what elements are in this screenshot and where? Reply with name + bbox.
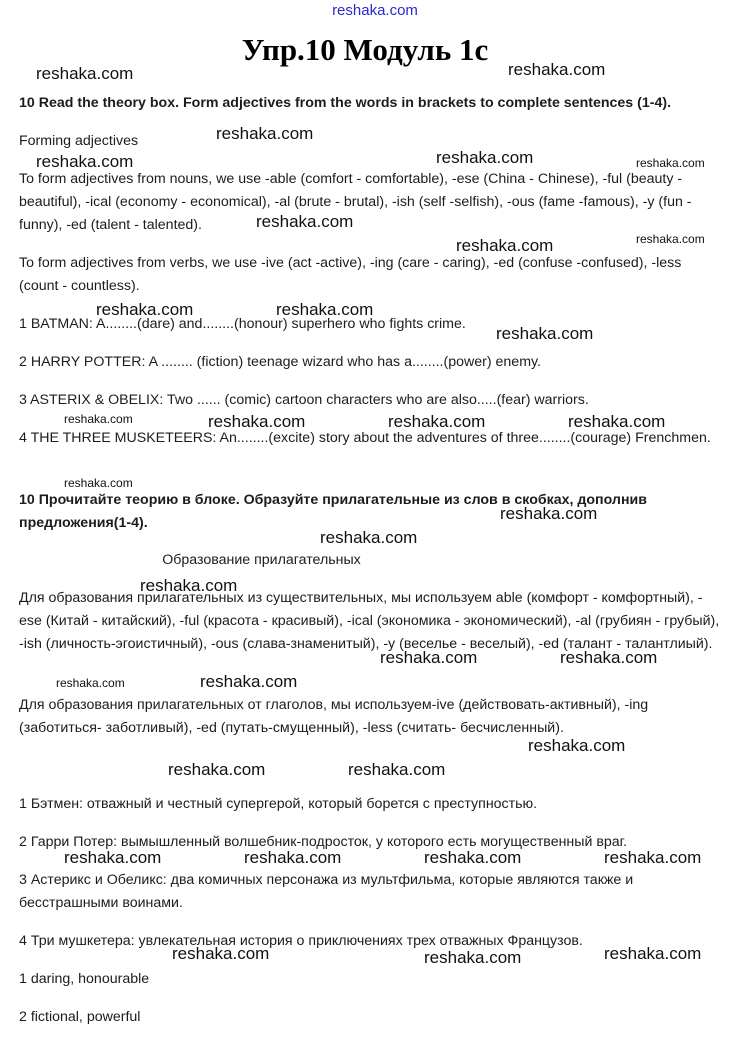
watermark: reshaka.com — [388, 412, 486, 431]
watermark: reshaka.com — [500, 504, 598, 523]
watermark: reshaka.com — [244, 848, 342, 867]
watermark-small: reshaka.com — [56, 676, 125, 690]
watermark-small: reshaka.com — [64, 476, 133, 490]
russian-task: 10 Прочитайте теорию в блоке. Образуйте прилагательные из слов в скобках, дополнив предложения(1-4). — [19, 492, 647, 531]
watermark: reshaka.com — [560, 648, 658, 667]
page-title: Упр.10 Модуль 1с — [241, 32, 489, 67]
english-task: 10 Read the theory box. Form adjectives from the words in brackets to complete sentences (1-4). — [19, 95, 672, 111]
russian-box-title: Образование прилагательных — [162, 552, 361, 568]
english-item-1: 1 BATMAN: A........(dare) and........(honour) superhero who fights crime. — [19, 316, 466, 332]
watermark: reshaka.com — [604, 944, 702, 963]
watermark-small: reshaka.com — [636, 232, 705, 246]
watermark: reshaka.com — [348, 760, 446, 779]
english-box-title: Forming adjectives — [19, 133, 139, 149]
watermark-small: reshaka.com — [636, 156, 705, 170]
russian-theory-verbs: Для образования прилагательных от глаголов, мы используем-ive (действовать-активный), -ing (заботиться- заботливый), -ed (путать-смущенный), -less (считать- бесчисленный). — [19, 697, 649, 736]
watermark: reshaka.com — [172, 944, 270, 963]
watermark: reshaka.com — [320, 528, 418, 547]
watermark: reshaka.com — [424, 848, 522, 867]
english-theory-verbs: To form adjectives from verbs, we use -ive (act -active), -ing (care - caring), -ed (confuse -confused), -less (count - countless). — [19, 255, 682, 294]
watermark: reshaka.com — [64, 848, 162, 867]
english-item-2: 2 HARRY POTTER: A ........ (fiction) teenage wizard who has a........(power) enemy. — [19, 354, 541, 370]
site-name-header: reshaka.com — [332, 2, 418, 19]
watermark: reshaka.com — [36, 64, 134, 83]
watermark: reshaka.com — [168, 760, 266, 779]
english-theory-nouns: To form adjectives from nouns, we use -able (comfort - comfortable), -ese (China - Chinese), -ful (beauty - beautiful), -ical (economy - economical), -al (brute - brutal), -ish (self -selfish), -ous (fame -famous), -y (fun - funny), -ed (talent - talented). — [19, 171, 692, 233]
english-item-3: 3 ASTERIX & OBELIX: Two ...... (comic) cartoon characters who are also.....(fear) warriors. — [19, 392, 589, 408]
watermark: reshaka.com — [456, 236, 554, 255]
russian-item-4: 4 Три мушкетера: увлекательная история о приключениях трех отважных Французов. — [19, 933, 583, 949]
watermark: reshaka.com — [496, 324, 594, 343]
watermark: reshaka.com — [96, 300, 194, 319]
watermark: reshaka.com — [256, 212, 354, 231]
watermark: reshaka.com — [216, 124, 314, 143]
russian-theory-nouns: Для образования прилагательных из существительных, мы используем able (комфорт - комфортный), -ese (Китай - китайский), -ful (красота - красивый), -ical (экономика - экономический), -al (грубиян - грубый), -ish (личность-эгоистичный), -ous (слава-знаменитый), -y (веселье - веселый), -ed (талант - талантлиый). — [19, 590, 720, 652]
watermark-small: reshaka.com — [64, 412, 133, 426]
watermark: reshaka.com — [276, 300, 374, 319]
english-item-4: 4 THE THREE MUSKETEERS: An........(excite) story about the adventures of three........(courage) Frenchmen. — [19, 430, 711, 446]
russian-item-2: 2 Гарри Потер: вымышленный волшебник-подросток, у которого есть могущественный враг. — [19, 834, 628, 850]
answer-1: 1 daring, honourable — [19, 971, 150, 987]
watermark: reshaka.com — [424, 948, 522, 967]
watermark: reshaka.com — [208, 412, 306, 431]
watermark: reshaka.com — [508, 60, 606, 79]
watermark: reshaka.com — [200, 672, 298, 691]
watermark: reshaka.com — [140, 576, 238, 595]
watermark: reshaka.com — [528, 736, 626, 755]
russian-item-1: 1 Бэтмен: отважный и честный супергерой, который борется с преступностью. — [19, 796, 538, 812]
watermark: reshaka.com — [36, 152, 134, 171]
watermark: reshaka.com — [568, 412, 666, 431]
watermark: reshaka.com — [380, 648, 478, 667]
watermark: reshaka.com — [436, 148, 534, 167]
watermark: reshaka.com — [604, 848, 702, 867]
russian-item-3: 3 Астерикс и Обеликс: два комичных персонажа из мультфильма, которые являются также и бесстрашными воинами. — [19, 872, 634, 911]
answer-2: 2 fictional, powerful — [19, 1009, 141, 1025]
